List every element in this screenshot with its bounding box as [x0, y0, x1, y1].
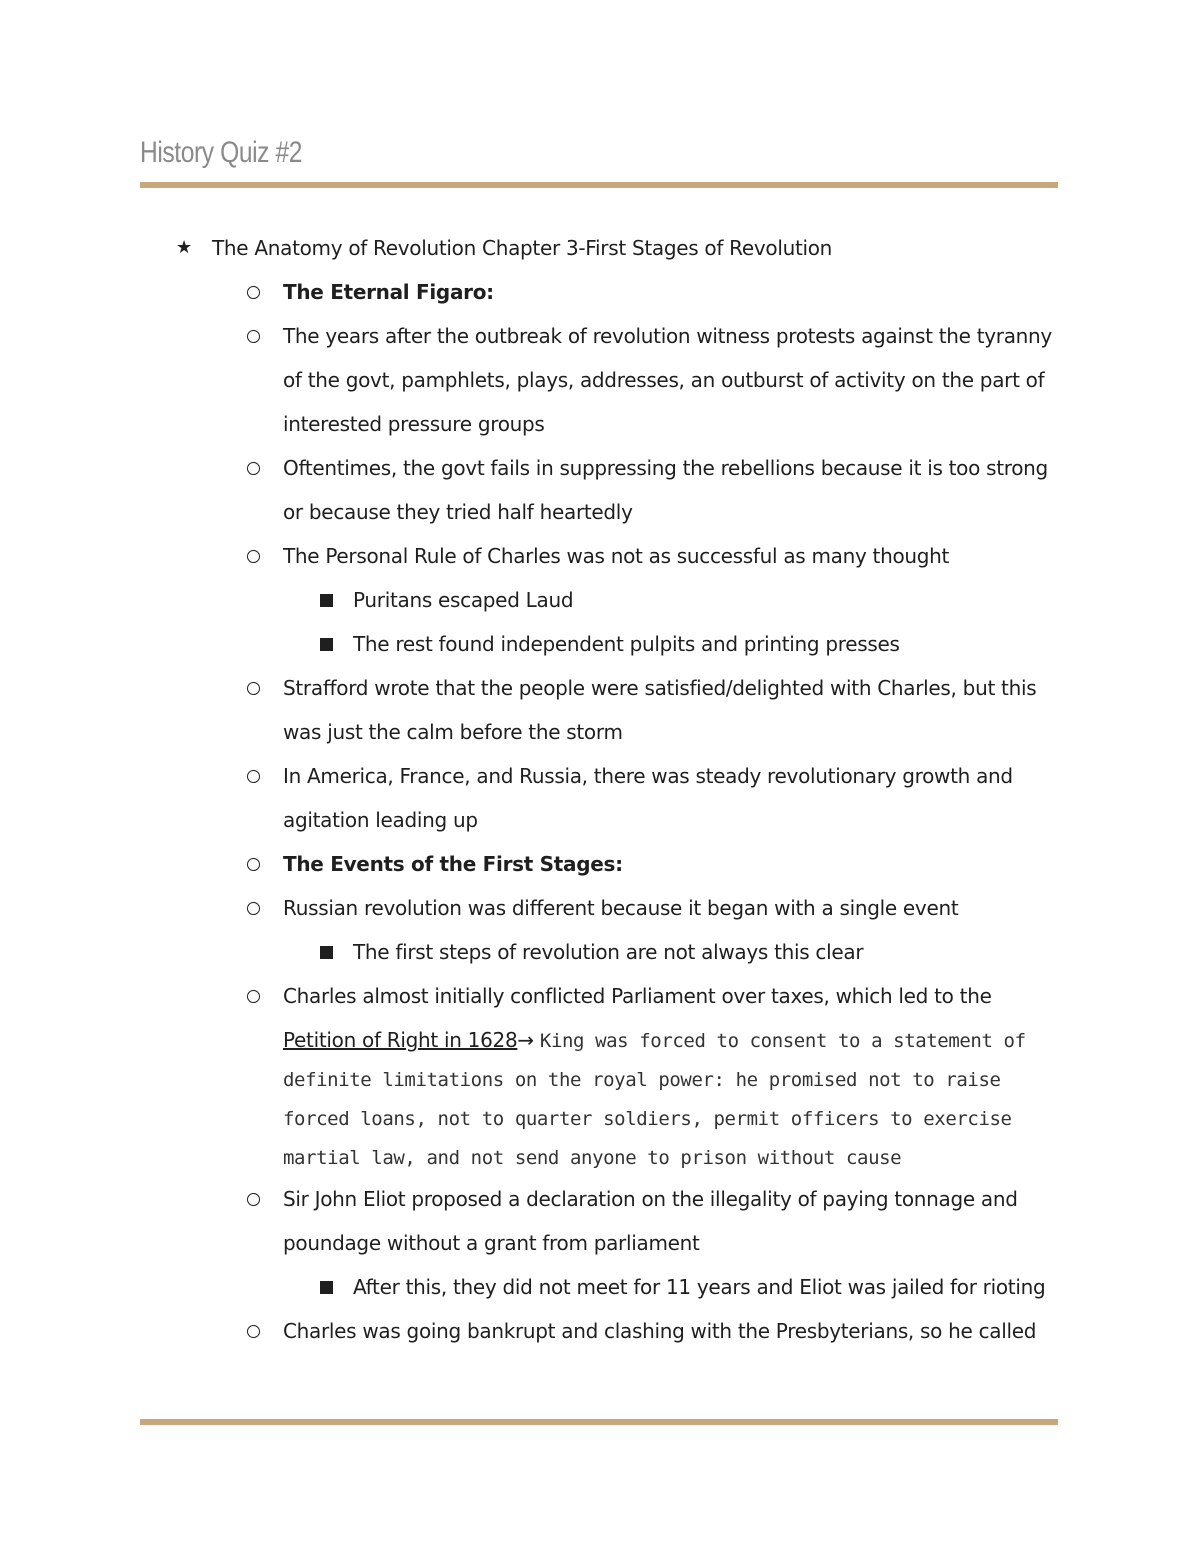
- list-item: Oftentimes, the govt fails in suppressing the rebellions because it is too strong or because they tried half heartedly: [0, 446, 1058, 534]
- hollow-circle-bullet-icon: [247, 286, 260, 299]
- document-title: History Quiz #2: [140, 136, 303, 169]
- list-item: Russian revolution was different because it began with a single event: [0, 886, 1058, 930]
- hollow-circle-bullet-icon: [247, 770, 260, 783]
- header-divider: [140, 182, 1058, 188]
- list-item: The years after the outbreak of revolution witness protests against the tyranny of the govt, pamphlets, plays, addresses, an outburst of activity on the part of interested pressure groups: [0, 314, 1058, 446]
- hollow-circle-bullet-icon: [247, 1193, 260, 1206]
- list-item: The Personal Rule of Charles was not as successful as many thought: [0, 534, 1058, 578]
- square-bullet-icon: [320, 594, 333, 607]
- square-bullet-icon: [320, 946, 333, 959]
- list-item: Strafford wrote that the people were satisfied/delighted with Charles, but this was just the calm before the storm: [0, 666, 1058, 754]
- list-item: Sir John Eliot proposed a declaration on the illegality of paying tonnage and poundage without a grant from parliament: [0, 1177, 1058, 1265]
- list-subitem: The first steps of revolution are not always this clear: [0, 930, 1058, 974]
- hollow-circle-bullet-icon: [247, 462, 260, 475]
- square-bullet-icon: [320, 638, 333, 651]
- list-item-petition: Charles almost initially conflicted Parliament over taxes, which led to the Petition of Right in 1628→ King was forced to consent to a statement of definite limitations on the royal power: he promised not to raise forced loans, not to quarter soldiers, permit officers to exercise martial law, and not send anyone to prison without cause: [0, 974, 1058, 1177]
- list-item: Charles was going bankrupt and clashing with the Presbyterians, so he called: [0, 1309, 1058, 1353]
- list-item: The Events of the First Stages:: [0, 842, 1058, 886]
- petition-of-right-link[interactable]: Petition of Right in 1628: [283, 1028, 518, 1052]
- footer-divider: [140, 1419, 1058, 1425]
- list-subitem: After this, they did not meet for 11 years and Eliot was jailed for rioting: [0, 1265, 1058, 1309]
- list-item: The Eternal Figaro:: [0, 270, 1058, 314]
- hollow-circle-bullet-icon: [247, 330, 260, 343]
- hollow-circle-bullet-icon: [247, 902, 260, 915]
- star-bullet-icon: ★: [176, 237, 192, 258]
- hollow-circle-bullet-icon: [247, 550, 260, 563]
- list-subitem: Puritans escaped Laud: [0, 578, 1058, 622]
- hollow-circle-bullet-icon: [247, 858, 260, 871]
- square-bullet-icon: [320, 1281, 333, 1294]
- right-arrow-icon: →: [517, 1028, 534, 1052]
- petition-description: King was forced to consent to a statement of definite limitations on the royal power: he promised not to raise forced loans, not to quarter soldiers, permit officers to exercise martial law, and not send anyone to prison without cause: [283, 1030, 1026, 1169]
- outline-heading: ★ The Anatomy of Revolution Chapter 3-First Stages of Revolution: [0, 226, 1200, 270]
- list-item: In America, France, and Russia, there was steady revolutionary growth and agitation leading up: [0, 754, 1058, 842]
- outline-list: [0, 226, 1200, 1353]
- hollow-circle-bullet-icon: [247, 990, 260, 1003]
- list-subitem: The rest found independent pulpits and printing presses: [0, 622, 1058, 666]
- hollow-circle-bullet-icon: [247, 1325, 260, 1338]
- hollow-circle-bullet-icon: [247, 682, 260, 695]
